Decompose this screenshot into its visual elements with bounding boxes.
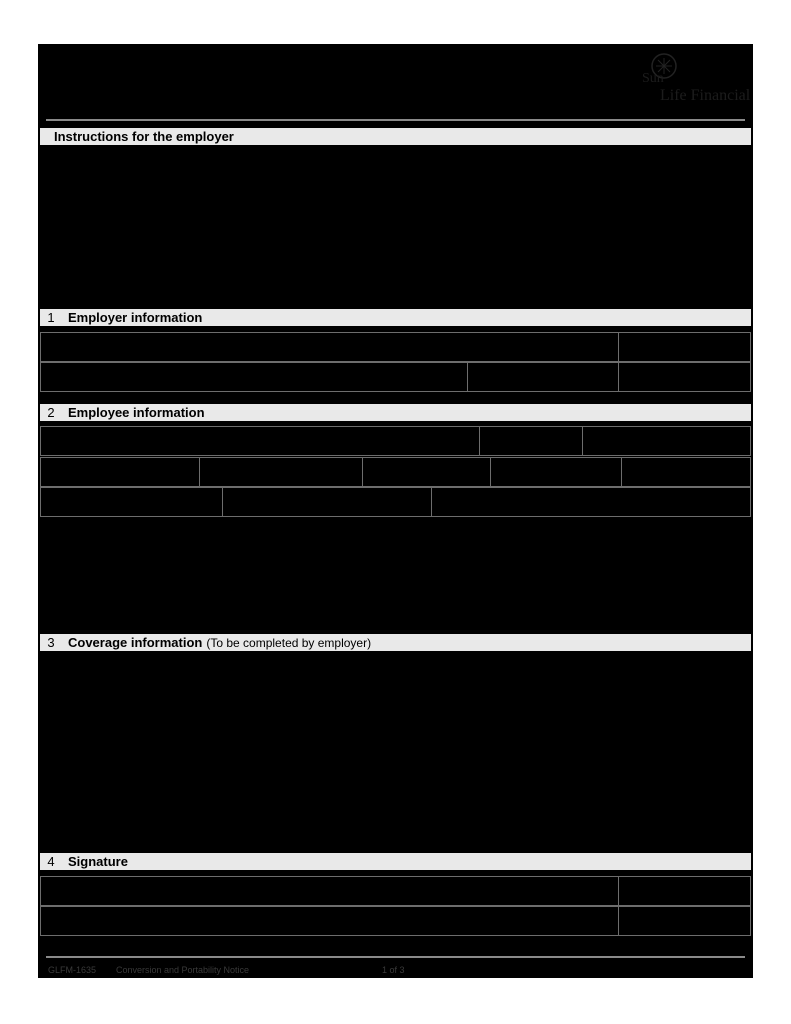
- section-3-header: [40, 634, 751, 651]
- company-logo: [602, 48, 752, 108]
- cell-divider: [621, 458, 622, 486]
- section-number: 2: [47, 405, 55, 420]
- instructions-title: Instructions for the employer: [54, 129, 234, 144]
- employer-row-2: [40, 362, 751, 392]
- section-title: Signature: [68, 854, 128, 869]
- section-number: 1: [47, 310, 55, 325]
- cell-divider: [222, 488, 223, 516]
- header-divider: [46, 119, 745, 121]
- section-number: 3: [47, 635, 55, 650]
- cell-divider: [479, 427, 480, 455]
- footer-divider: [46, 956, 745, 958]
- cell-divider: [199, 458, 200, 486]
- cell-divider: [618, 363, 619, 391]
- section-title: Coverage information: [68, 635, 203, 650]
- section-2-header: [40, 404, 751, 421]
- svg-text:Sun: Sun: [642, 71, 664, 86]
- section-4-header: [40, 853, 751, 870]
- signature-row-1: [40, 876, 751, 906]
- employee-row-2: [40, 457, 751, 487]
- cell-divider: [431, 488, 432, 516]
- form-page: [38, 44, 753, 978]
- form-number: GLFM-1635: [48, 965, 97, 975]
- signature-row-2: [40, 906, 751, 936]
- cell-divider: [618, 333, 619, 361]
- employee-row-3: [40, 487, 751, 517]
- section-number: 4: [47, 854, 55, 869]
- cell-divider: [490, 458, 491, 486]
- cell-divider: [467, 363, 468, 391]
- sun-logo-icon: [602, 48, 752, 108]
- cell-divider: [618, 877, 619, 905]
- svg-text:Life Financial: Life Financial: [660, 87, 751, 104]
- section-note: (To be completed by employer): [206, 635, 372, 650]
- section-title: Employee information: [68, 405, 205, 420]
- section-title: Employer information: [68, 310, 203, 325]
- form-title: Conversion and Portability Notice: [116, 965, 250, 975]
- cell-divider: [582, 427, 583, 455]
- employer-row-1: [40, 332, 751, 362]
- page-number: 1 of 3: [382, 965, 405, 975]
- employee-row-1: [40, 426, 751, 456]
- cell-divider: [618, 907, 619, 935]
- instructions-header: [40, 128, 751, 145]
- cell-divider: [362, 458, 363, 486]
- section-1-header: [40, 309, 751, 326]
